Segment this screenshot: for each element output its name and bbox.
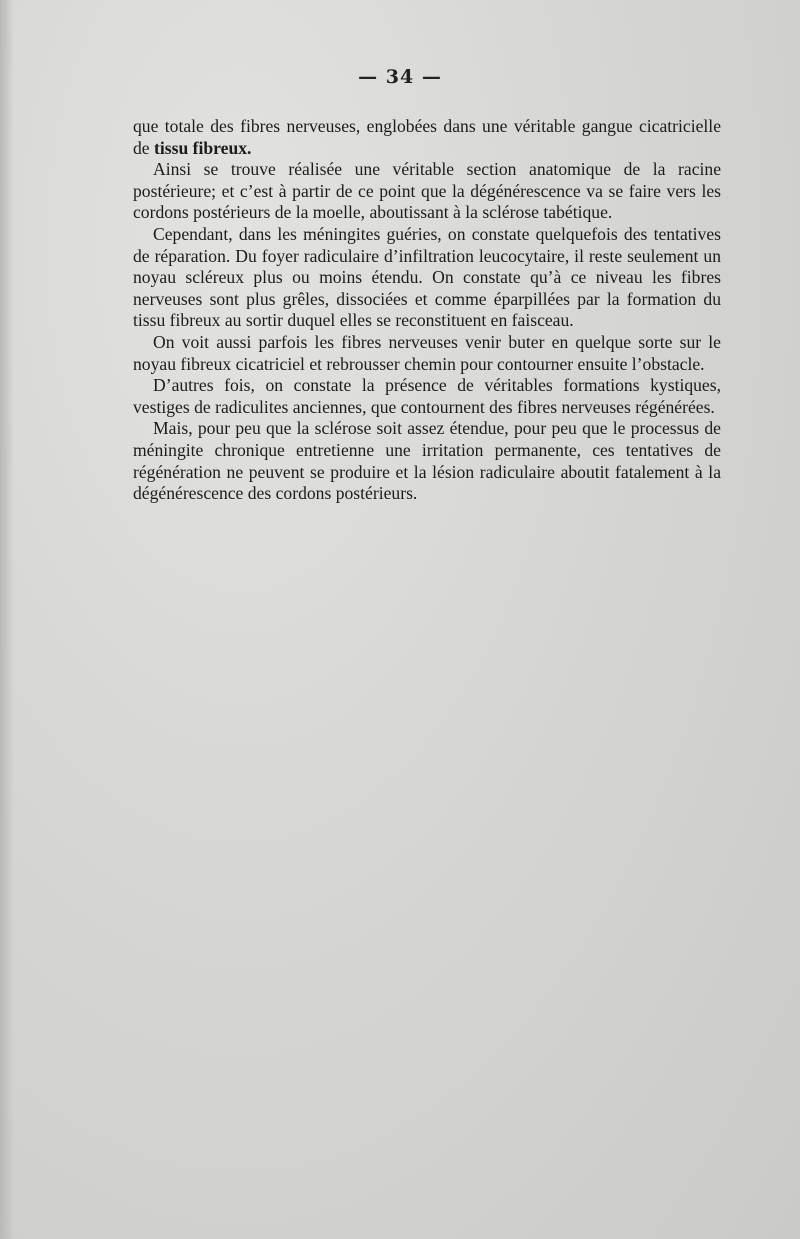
page-edge-shadow	[0, 0, 14, 1239]
paragraph-3: Cependant, dans les méningites guéries, on constate quelquefois des tentatives de réparation. Du foyer radiculaire d’infiltration leucocytaire, il reste seulement un noyau scléreux plus ou moins étendu. On constate qu’à ce niveau les fibres nerveuses sont plus grêles, dissociées et comme éparpillées par la formation du tissu fibreux au sortir duquel elles se reconstituent en faisceau.	[133, 223, 721, 331]
paragraph-1-text: que totale des fibres nerveuses, englobées dans une véritable gangue cicatricielle de	[133, 116, 721, 158]
paragraph-5: D’autres fois, on constate la présence de véritables formations kystiques, vestiges de radiculites anciennes, que contournent des fibres nerveuses régénérées.	[133, 375, 721, 417]
paragraph-1-bold: tissu fibreux.	[154, 137, 252, 158]
page-number: — 34 —	[358, 66, 442, 88]
paragraph-4: On voit aussi parfois les fibres nerveuses venir buter en quelque sorte sur le noyau fibreux cicatriciel et rebrousser chemin pour contourner ensuite l’obstacle.	[133, 331, 721, 374]
paragraph-1	[133, 116, 721, 159]
paragraph-2: Ainsi se trouve réalisée une véritable section anatomique de la racine postérieure; et c’est à partir de ce point que la dégénérescence va se faire vers les cordons postérieurs de la moelle, aboutissant à la sclérose tabétique.	[133, 159, 721, 223]
body-text	[133, 116, 721, 505]
paragraph-6: Mais, pour peu que la sclérose soit assez étendue, pour peu que le processus de méningite chronique entretienne une irritation permanente, ces tentatives de régénération ne peuvent se produire et la lésion radiculaire aboutit fatalement à la dégénérescence des cordons postérieurs.	[133, 418, 721, 504]
